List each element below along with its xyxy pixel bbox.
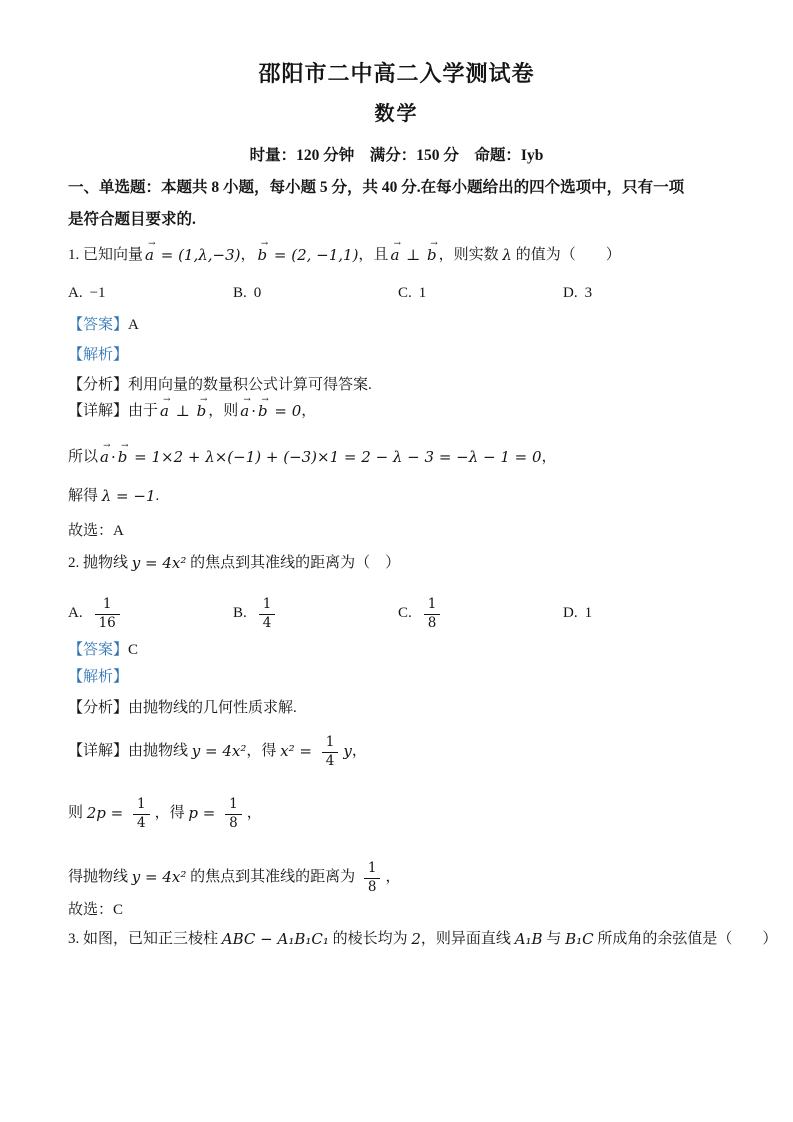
text: 2. 抛物线 [68, 555, 132, 571]
text: 利用向量的数量积公式计算可得答案. [128, 377, 372, 393]
option-label: C. [398, 605, 412, 622]
option-value: 1 [584, 605, 593, 622]
vector-letter: a [145, 246, 154, 264]
fraction-denominator: 4 [133, 814, 150, 832]
option-b [233, 284, 398, 304]
text: ， [351, 743, 367, 760]
q1-fenxi-line [68, 376, 730, 396]
vector-arrow-icon: → [430, 238, 438, 249]
math-text: B₁C [565, 930, 594, 948]
fenxi-label: 【分析】 [68, 700, 129, 716]
fraction-denominator: 8 [364, 878, 381, 896]
fraction-numerator: 1 [325, 733, 335, 750]
subject-title: 数学 [374, 103, 419, 125]
text: 的焦点到其准线的距离为（ ） [186, 555, 401, 571]
text: 则 [68, 805, 87, 822]
fraction [133, 797, 150, 831]
vector-arrow-icon: → [261, 394, 269, 405]
q1-stem [68, 238, 730, 266]
option-b [233, 597, 398, 631]
vector-letter: a [100, 448, 109, 466]
vector-arrow-icon: → [148, 238, 156, 249]
fraction-denominator: 16 [95, 614, 120, 632]
text: 由于 [128, 403, 159, 419]
q1-jiexi-line [68, 346, 730, 366]
fraction-numerator: 1 [137, 795, 146, 812]
perp-symbol: ⊥ [170, 402, 195, 420]
text: 的焦点到其准线的距离为 [186, 869, 359, 886]
text: 与 [542, 931, 566, 947]
vector-arrow-icon: → [393, 238, 401, 249]
vector-b [117, 440, 129, 468]
option-label: B. [233, 605, 247, 622]
math-text: λ = −1 [101, 487, 156, 505]
option-value: 3 [584, 285, 593, 301]
q2-answer-line [68, 641, 730, 661]
option-label: A. [68, 285, 83, 301]
vector-a [240, 394, 251, 422]
math-text: p = [188, 804, 221, 823]
vector-letter: b [257, 246, 268, 264]
q2-guxuan-line: 故选：C [68, 902, 124, 918]
fraction-denominator: 8 [225, 814, 242, 832]
math-text: = (2, −1,1) [269, 246, 359, 264]
fraction-numerator: 1 [367, 859, 377, 876]
answer-label: 【答案】 [68, 642, 129, 658]
option-c [398, 597, 563, 631]
option-c [398, 284, 563, 304]
dot-symbol: · [110, 448, 116, 466]
text: ， [240, 247, 256, 263]
q1-answer-line [68, 316, 730, 336]
fraction-denominator: 4 [322, 752, 339, 770]
perp-symbol: ⊥ [401, 246, 426, 264]
fraction-denominator: 4 [259, 614, 276, 632]
text: 所以 [68, 449, 99, 465]
option-value: −1 [89, 285, 106, 301]
text: . [155, 488, 160, 504]
q1-suoyi-line [68, 440, 730, 468]
dot-symbol: · [251, 402, 256, 420]
option-d [563, 284, 592, 304]
page-title: 邵阳市二中高二入学测试卷 [258, 61, 535, 86]
option-label: B. [233, 285, 247, 301]
fraction-numerator: 1 [229, 795, 238, 812]
q2-fenxi-line [68, 699, 730, 719]
math-text: A₁B [514, 930, 543, 948]
text: 的棱长均为 [328, 931, 412, 947]
option-label: D. [563, 285, 578, 301]
text: 得抛物线 [68, 869, 132, 886]
q2-line2 [68, 790, 730, 838]
option-a [68, 284, 233, 304]
vector-b [257, 238, 269, 266]
text: ，得 [154, 805, 189, 822]
vector-arrow-icon: → [200, 394, 208, 405]
text: ，则 [208, 403, 239, 419]
math-text: y = 4x² [131, 554, 187, 572]
math-text: = 1×2 + λ×(−1) + (−3)×1 = 2 − λ − 3 = −λ − 1 = 0 [129, 448, 542, 466]
jiexi-label: 【解析】 [68, 669, 129, 685]
fraction [259, 597, 276, 631]
vector-letter: a [240, 402, 250, 420]
answer-value: C [128, 642, 139, 658]
text: 的值为（ ） [511, 247, 621, 263]
section-heading-line2: 是符合题目要求的. [68, 211, 196, 228]
fraction [225, 797, 242, 831]
option-value: 0 [253, 285, 262, 301]
vector-b [258, 394, 269, 422]
fenxi-label: 【分析】 [68, 377, 129, 393]
fraction [424, 597, 441, 631]
math-text: ABC − A₁B₁C₁ [221, 930, 329, 948]
text: ，得 [246, 743, 281, 760]
fraction [364, 861, 381, 895]
math-text: y = 4x² [131, 868, 187, 887]
option-a [68, 597, 233, 631]
math-text: = 0 [269, 402, 302, 420]
text: ，且 [358, 247, 389, 263]
fraction [322, 735, 339, 769]
fraction-numerator: 1 [262, 595, 272, 612]
text: 3. 如图，已知正三棱柱 [68, 931, 222, 947]
vector-letter: b [258, 402, 268, 420]
q1-xiangjie-line [68, 394, 730, 422]
q2-options [68, 590, 730, 638]
vector-a [160, 394, 171, 422]
vector-a [100, 440, 111, 468]
vector-arrow-icon: → [121, 440, 129, 451]
vector-letter: a [160, 402, 169, 420]
vector-letter: b [427, 246, 437, 264]
vector-b [427, 238, 438, 266]
option-value: 1 [418, 285, 427, 301]
q1-guxuan-line: 故选：A [68, 523, 124, 539]
text: 由抛物线 [128, 743, 192, 760]
q3-stem [68, 930, 778, 950]
q2-jiexi-line [68, 668, 730, 688]
q2-xiangjie-line [68, 728, 730, 776]
fraction [95, 597, 120, 631]
vector-b [196, 394, 208, 422]
section-heading-line1: 一、单选题：本题共 8 小题，每小题 5 分，共 40 分.在每小题给出的四个选项中，只有一项 [68, 179, 685, 196]
vector-arrow-icon: → [243, 394, 251, 405]
text: ，则实数 [438, 247, 503, 263]
vector-arrow-icon: → [163, 394, 171, 405]
xiangjie-label: 【详解】 [68, 743, 129, 760]
text: 1. 已知向量 [68, 247, 144, 263]
fraction-numerator: 1 [427, 595, 437, 612]
answer-label: 【答案】 [68, 317, 129, 333]
text: ， [301, 403, 317, 419]
option-label: A. [68, 605, 83, 622]
math-text: 2 [411, 930, 421, 948]
q2-line3 [68, 854, 730, 902]
vector-arrow-icon: → [103, 440, 111, 451]
math-text: y [343, 742, 352, 761]
q1-jiede-line [68, 487, 730, 507]
vector-letter: b [117, 448, 128, 466]
text: 解得 [68, 488, 102, 504]
math-text: y = 4x² [191, 742, 247, 761]
vector-letter: b [196, 402, 207, 420]
text: ， [246, 805, 262, 822]
jiexi-label: 【解析】 [68, 347, 129, 363]
fraction-denominator: 8 [424, 614, 441, 632]
fraction-numerator: 1 [102, 595, 112, 612]
text: ， [385, 869, 401, 886]
math-text: = (1,λ,−3) [155, 246, 241, 264]
option-label: C. [398, 285, 412, 301]
text: ，则异面直线 [420, 931, 515, 947]
text: 所成角的余弦值是（ ） [593, 931, 778, 947]
math-lambda: λ [502, 246, 512, 264]
q1-options [68, 284, 730, 304]
text: 由抛物线的几何性质求解. [128, 700, 297, 716]
q2-stem [68, 554, 730, 574]
math-text: x² = [280, 742, 317, 761]
option-label: D. [563, 605, 578, 622]
vector-a [145, 238, 156, 266]
vector-letter: a [390, 246, 400, 264]
exam-meta: 时量：120 分钟 满分：150 分 命题：Iyb [249, 147, 544, 164]
option-d [563, 604, 592, 624]
answer-value: A [128, 317, 139, 333]
xiangjie-label: 【详解】 [68, 403, 129, 419]
text: ， [541, 449, 557, 465]
vector-a [390, 238, 401, 266]
vector-arrow-icon: → [260, 238, 269, 249]
math-text: 2p = [86, 804, 129, 823]
